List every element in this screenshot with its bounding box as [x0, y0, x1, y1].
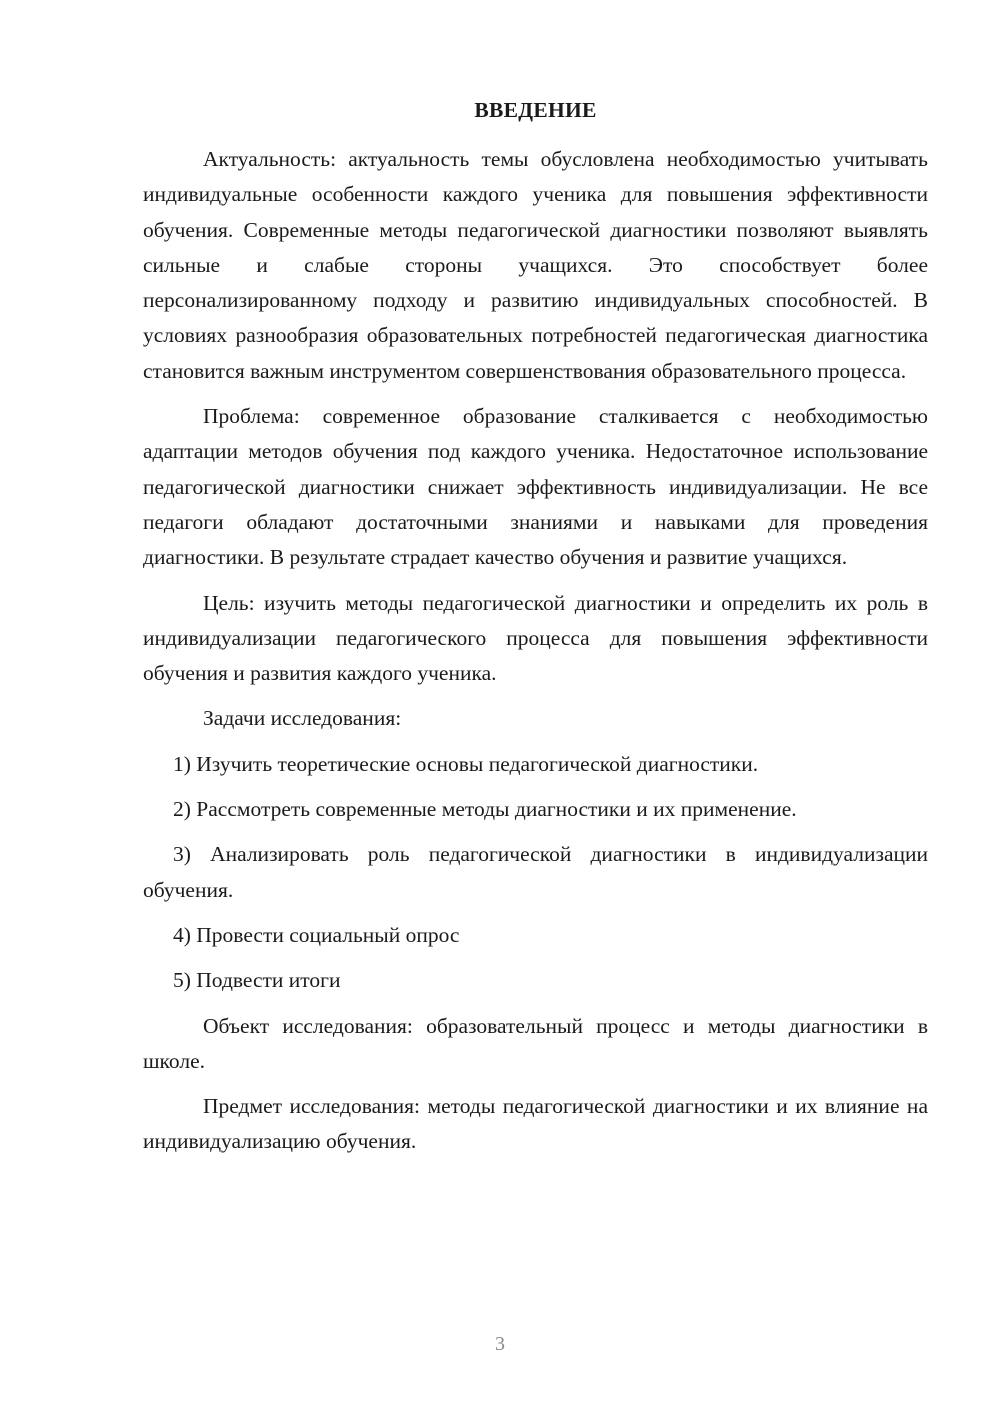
- list-item: 1) Изучить теоретические основы педагогической диагностики.: [173, 751, 759, 776]
- page-number: 3: [495, 1333, 505, 1355]
- tasks-list: [143, 747, 928, 999]
- subject-paragraph: Предмет исследования: методы педагогической диагностики и их влияние на индивидуализацию обучения.: [143, 1094, 928, 1154]
- list-item: 5) Подвести итоги: [173, 968, 341, 993]
- list-item: 3) Анализировать роль педагогической диагностики в индивидуализации обучения.: [143, 842, 928, 902]
- tasks-title: Задачи исследования:: [203, 706, 402, 731]
- page-title: ВВЕДЕНИЕ: [474, 98, 597, 122]
- list-item: 4) Провести социальный опрос: [173, 922, 460, 947]
- relevance-paragraph: Актуальность: актуальность темы обусловлена необходимостью учитывать индивидуальные особенности каждого ученика для повышения эффективности обучения. Современные методы педагогической диагностики позволяют выявлять сильные и слабые стороны учащихся. Это способствует более персонализированному подходу и развитию индивидуальных способностей. В условиях разнообразия образовательных потребностей педагогическая диагностика становится важным инструментом совершенствования образовательного процесса.: [143, 147, 928, 383]
- list-item: 2) Рассмотреть современные методы диагностики и их применение.: [173, 797, 797, 822]
- problem-paragraph: Проблема: современное образование сталкивается с необходимостью адаптации методов обучения под каждого ученика. Недостаточное использование педагогической диагностики снижает эффективность индивидуализации. Не все педагоги обладают достаточными знаниями и навыками для проведения диагностики. В результате страдает качество обучения и развитие учащихся.: [143, 404, 928, 570]
- document-page: [143, 95, 928, 1160]
- goal-paragraph: Цель: изучить методы педагогической диагностики и определить их роль в индивидуализации педагогического процесса для повышения эффективности обучения и развития каждого ученика.: [143, 590, 928, 686]
- object-paragraph: Объект исследования: образовательный процесс и методы диагностики в школе.: [143, 1013, 928, 1073]
